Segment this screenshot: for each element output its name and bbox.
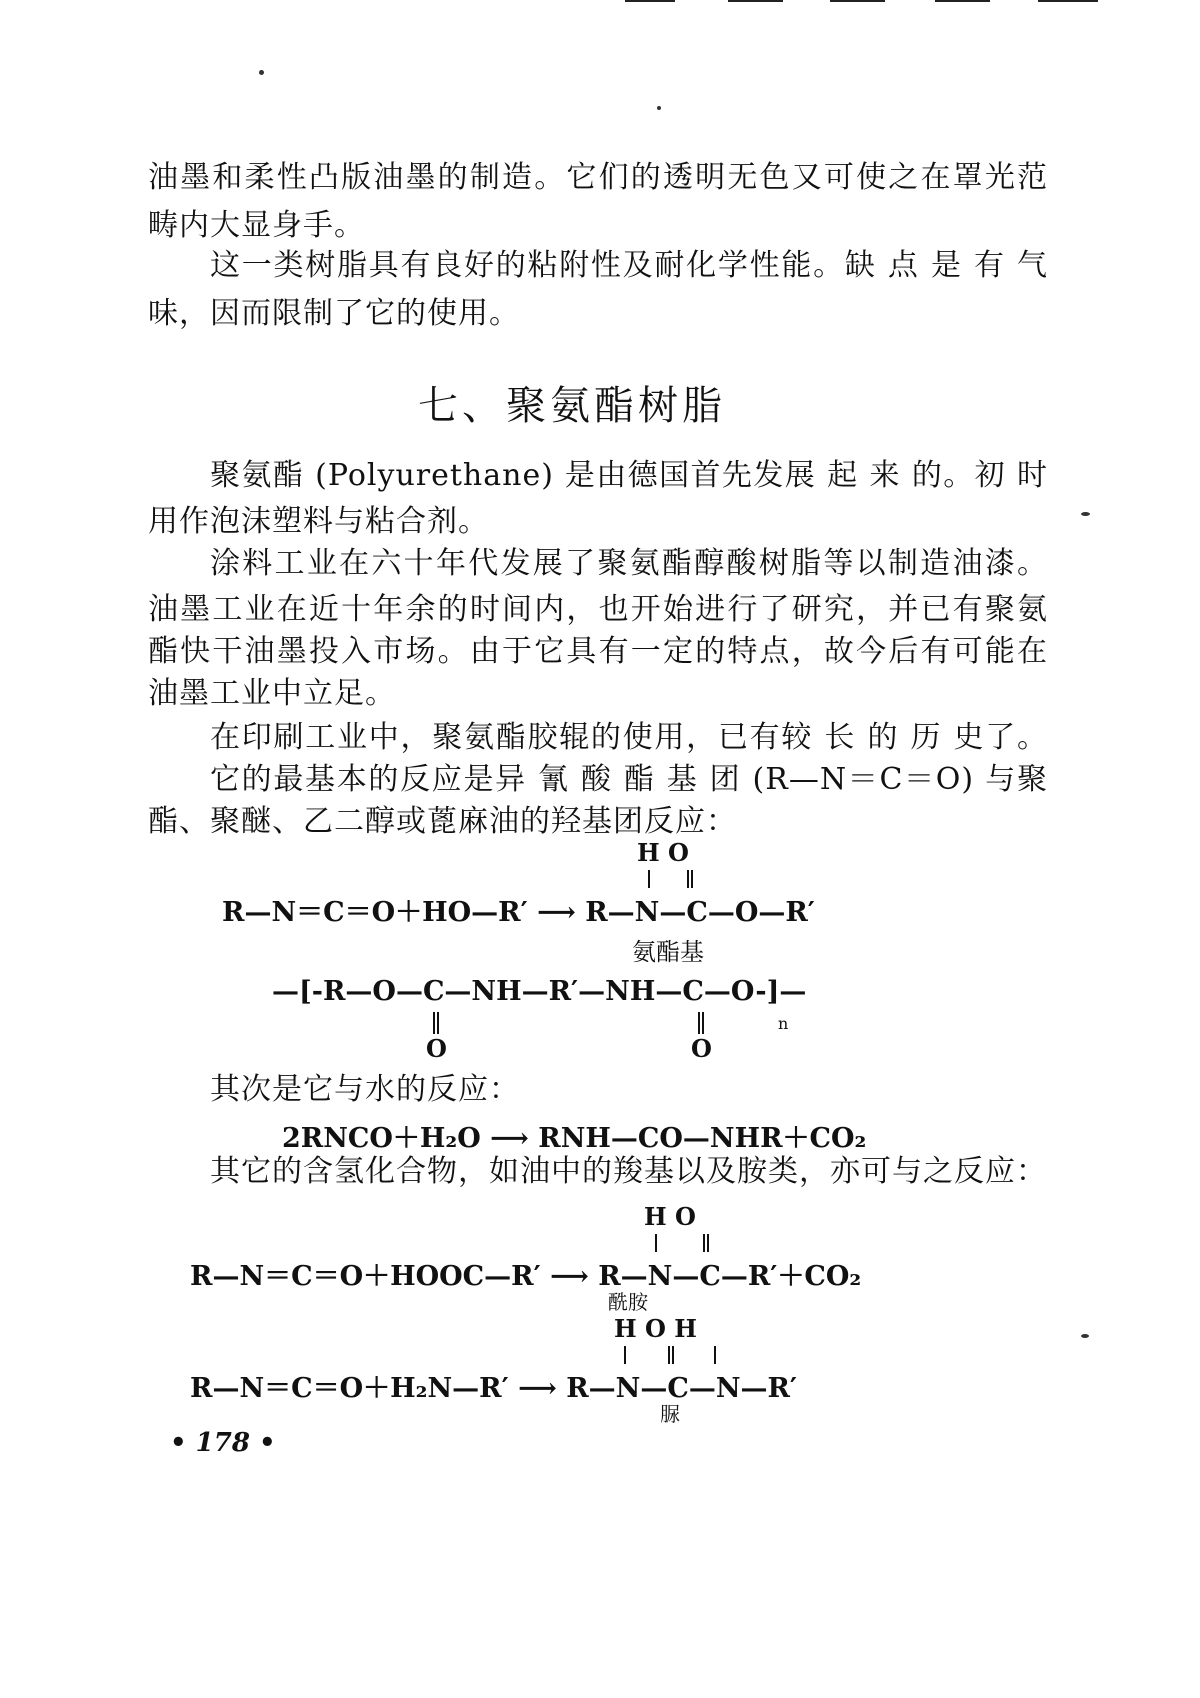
paragraph-line: 它的最基本的反应是异 氰 酸 酯 基 团 (R—N＝C＝O) 与聚 — [210, 762, 1048, 797]
paragraph-line: 用作泡沫塑料与粘合剂。 — [148, 504, 489, 539]
paragraph-line: 油墨和柔性凸版油墨的制造。它们的透明无色又可使之在罩光范 — [148, 160, 1048, 195]
equation-5-label: 脲 — [660, 1402, 680, 1426]
paragraph-line: 这一类树脂具有良好的粘附性及耐化学性能。缺 点 是 有 气 — [210, 248, 1048, 283]
equation-5: R—N＝C＝O＋H₂N—R′ ⟶ R—N—C—N—R′ — [190, 1373, 798, 1404]
bond-line — [687, 870, 689, 888]
scan-speck — [259, 70, 264, 75]
paragraph-line: 油墨工业在近十年余的时间内，也开始进行了研究，并已有聚氨 — [148, 592, 1048, 627]
top-rule — [728, 0, 783, 2]
bond-line — [668, 1346, 670, 1364]
bond-line — [703, 1234, 705, 1252]
paragraph-line: 其它的含氢化合物，如油中的羧基以及胺类，亦可与之反应： — [210, 1154, 1047, 1189]
page-number: • 178 • — [170, 1428, 276, 1458]
paragraph-line: 油墨工业中立足。 — [148, 676, 396, 711]
section-title: 七、聚氨酯树脂 — [418, 383, 726, 429]
bond-line — [672, 1346, 674, 1364]
equation-1-substituents: H O — [637, 838, 689, 867]
bond-line — [691, 870, 693, 888]
equation-2-oxygen: O — [691, 1034, 712, 1063]
equation-2-subscript: n — [778, 1014, 789, 1033]
paragraph-line: 涂料工业在六十年代发展了聚氨酯醇酸树脂等以制造油漆。 — [210, 546, 1048, 581]
bond-line — [714, 1346, 716, 1364]
equation-5-substituents: H O H — [614, 1314, 697, 1343]
scan-speck — [1081, 1334, 1089, 1338]
equation-1-label: 氨酯基 — [632, 938, 704, 966]
top-rule — [625, 0, 675, 2]
scan-speck — [1081, 512, 1090, 516]
scan-speck — [657, 106, 661, 110]
top-rule — [830, 0, 885, 2]
bond-line — [702, 1012, 704, 1034]
paragraph-line: 酯、聚醚、乙二醇或蓖麻油的羟基团反应： — [148, 804, 737, 839]
top-rule — [935, 0, 990, 2]
bond-line — [433, 1012, 435, 1034]
paragraph-line: 畴内大显身手。 — [148, 208, 365, 243]
equation-2-oxygen: O — [426, 1034, 447, 1063]
bond-line — [648, 870, 650, 888]
bond-line — [707, 1234, 709, 1252]
bond-line — [437, 1012, 439, 1034]
paragraph-line: 味，因而限制了它的使用。 — [148, 296, 520, 331]
bond-line — [698, 1012, 700, 1034]
equation-4-label: 酰胺 — [608, 1290, 648, 1314]
equation-4: R—N＝C＝O＋HOOC—R′ ⟶ R—N—C—R′＋CO₂ — [190, 1261, 862, 1292]
equation-2: —[-R—O—C—NH—R′—NH—C—O-]— — [272, 976, 807, 1007]
equation-4-substituents: H O — [644, 1202, 696, 1231]
equation-3: 2RNCO＋H₂O ⟶ RNH—CO—NHR＋CO₂ — [282, 1123, 867, 1154]
bond-line — [655, 1234, 657, 1252]
bond-line — [624, 1346, 626, 1364]
paragraph-line: 在印刷工业中，聚氨酯胶辊的使用，已有较 长 的 历 史了。 — [210, 720, 1048, 755]
paragraph-line: 酯快干油墨投入市场。由于它具有一定的特点，故今后有可能在 — [148, 634, 1048, 669]
equation-1: R—N＝C＝O＋HO—R′ ⟶ R—N—C—O—R′ — [222, 897, 815, 928]
top-rule — [1038, 0, 1098, 2]
paragraph-line: 其次是它与水的反应： — [210, 1072, 520, 1107]
paragraph-line: 聚氨酯 (Polyurethane) 是由德国首先发展 起 来 的。初 时 — [210, 458, 1048, 493]
